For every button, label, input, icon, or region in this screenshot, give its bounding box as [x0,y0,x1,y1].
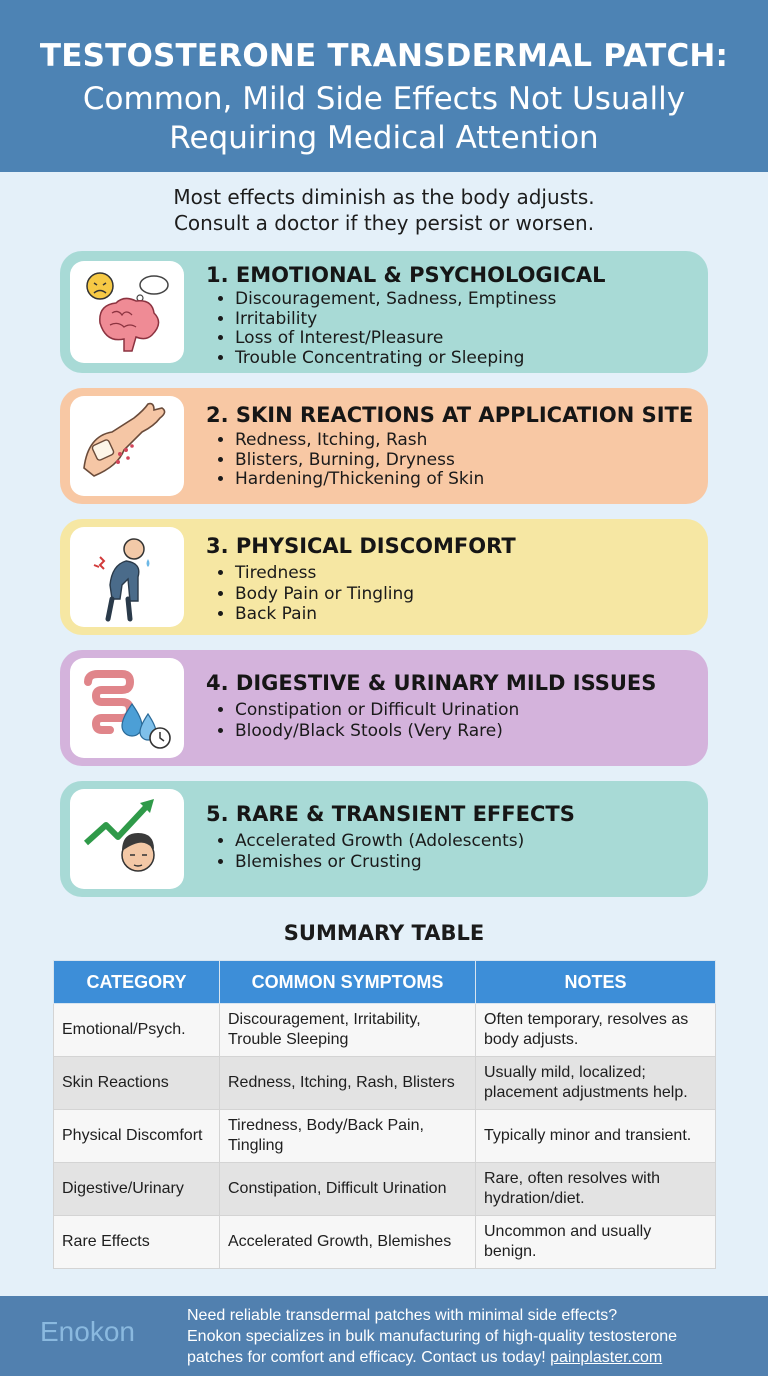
summary-table [53,960,716,1269]
table-cell: Physical Discomfort [54,1110,220,1163]
brand-logo: Enokon [40,1316,135,1347]
intro-line-2: Consult a doctor if they persist or worsen. [173,211,595,235]
website-link[interactable]: painplaster.com [550,1349,663,1366]
list-item: • Discouragement, Sadness, Emptiness [235,290,556,310]
table-cell: Typically minor and transient. [476,1110,716,1163]
card-list [215,431,484,490]
list-item: • Body Pain or Tingling [235,584,414,605]
table-cell: Rare Effects [54,1216,220,1269]
footer-line-2: Enokon specializes in bulk manufacturing of high-quality testosterone [187,1328,678,1345]
card-digestive [60,650,708,766]
card-emotional [60,251,708,373]
table-row [54,1004,716,1057]
list-item: • Hardening/Thickening of Skin [235,470,484,490]
intro-line-1: Most effects diminish as the body adjusts. [173,185,595,209]
table-cell: Uncommon and usually benign. [476,1216,716,1269]
column-header: COMMON SYMPTOMS [220,961,476,1004]
list-item: • Blemishes or Crusting [235,852,524,873]
arm-patch-rash-icon [70,396,184,496]
card-list [215,831,524,873]
column-header: NOTES [476,961,716,1004]
list-item: • Constipation or Difficult Urination [235,700,519,721]
card-title: 5. RARE & TRANSIENT EFFECTS [206,802,575,826]
list-item: • Loss of Interest/Pleasure [235,329,556,349]
table-cell: Tiredness, Body/Back Pain, Tingling [220,1110,476,1163]
table-cell: Accelerated Growth, Blemishes [220,1216,476,1269]
subtitle-line-2: Requiring Medical Attention [169,120,599,156]
card-title: 4. DIGESTIVE & URINARY MILD ISSUES [206,671,657,695]
card-list [215,700,519,742]
tired-person-icon [70,527,184,627]
growth-arrow-face-icon [70,789,184,889]
card-rare [60,781,708,897]
table-cell: Often temporary, resolves as body adjusts. [476,1004,716,1057]
table-cell: Redness, Itching, Rash, Blisters [220,1057,476,1110]
list-item: • Blisters, Burning, Dryness [235,451,484,471]
list-item: • Bloody/Black Stools (Very Rare) [235,721,519,742]
summary-table-title: SUMMARY TABLE [283,921,485,945]
list-item: • Back Pain [235,604,414,625]
table-cell: Emotional/Psych. [54,1004,220,1057]
footer-banner [0,1296,768,1376]
column-header: CATEGORY [54,961,220,1004]
header-banner [0,0,768,172]
list-item: • Redness, Itching, Rash [235,431,484,451]
table-row [54,1163,716,1216]
footer-line-3 [187,1347,747,1368]
table-row [54,1216,716,1269]
intro-text [0,184,768,236]
card-title: 2. SKIN REACTIONS AT APPLICATION SITE [206,403,694,427]
table-cell: Digestive/Urinary [54,1163,220,1216]
list-item: • Tiredness [235,563,414,584]
page-subtitle [0,80,768,158]
table-cell: Rare, often resolves with hydration/diet. [476,1163,716,1216]
card-skin [60,388,708,504]
list-item: • Irritability [235,310,556,330]
table-cell: Discouragement, Irritability, Trouble Sleeping [220,1004,476,1057]
list-item: • Accelerated Growth (Adolescents) [235,831,524,852]
table-cell: Constipation, Difficult Urination [220,1163,476,1216]
card-physical [60,519,708,635]
intestine-droplet-icon [70,658,184,758]
table-header-row [54,961,716,1004]
card-title: 1. EMOTIONAL & PSYCHOLOGICAL [206,263,606,287]
footer-line-1: Need reliable transdermal patches with minimal side effects? [187,1307,618,1324]
page-title: TESTOSTERONE TRANSDERMAL PATCH: [39,38,729,74]
list-item: • Trouble Concentrating or Sleeping [235,349,556,369]
footer-line-3-text: patches for comfort and efficacy. Contact us today! [187,1349,546,1366]
table-row [54,1110,716,1163]
card-list [215,290,556,368]
table-cell: Skin Reactions [54,1057,220,1110]
table-cell: Usually mild, localized; placement adjustments help. [476,1057,716,1110]
card-list [215,563,414,625]
subtitle-line-1: Common, Mild Side Effects Not Usually [82,81,686,117]
footer-text [187,1305,747,1368]
card-title: 3. PHYSICAL DISCOMFORT [206,534,516,558]
table-row [54,1057,716,1110]
brain-worried-face-icon [70,261,184,363]
